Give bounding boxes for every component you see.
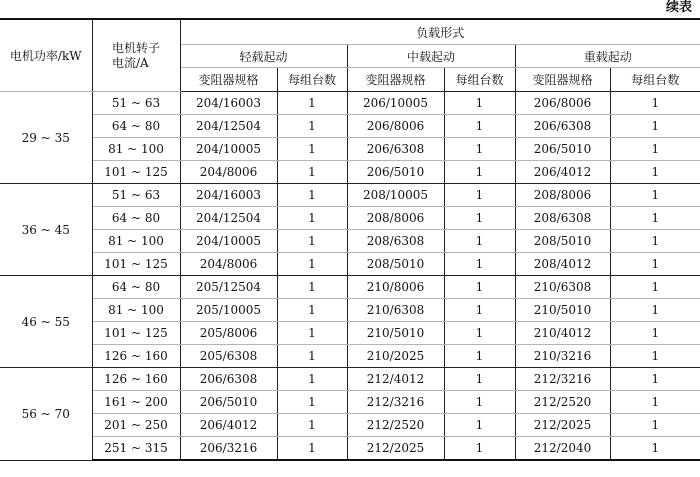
rotor-current-cell: 161 ~ 200 [92, 391, 180, 414]
heavy-spec-cell: 212/3216 [515, 368, 610, 391]
header-rotor-current [92, 19, 180, 92]
table-row [0, 161, 700, 184]
light-spec-cell: 204/16003 [180, 184, 277, 207]
rotor-current-cell: 126 ~ 160 [92, 368, 180, 391]
rotor-current-cell: 64 ~ 80 [92, 115, 180, 138]
rotor-current-cell: 81 ~ 100 [92, 230, 180, 253]
light-count-cell: 1 [277, 161, 347, 184]
medium-count-cell: 1 [444, 138, 515, 161]
light-count-cell: 1 [277, 322, 347, 345]
heavy-count-cell: 1 [610, 437, 700, 461]
light-spec-cell: 206/5010 [180, 391, 277, 414]
light-count-cell: 1 [277, 115, 347, 138]
light-count-cell: 1 [277, 207, 347, 230]
header-rotor-current-line2: 电流/A [111, 55, 149, 70]
light-spec-cell: 205/6308 [180, 345, 277, 368]
heavy-count-cell: 1 [610, 207, 700, 230]
light-spec-cell: 206/4012 [180, 414, 277, 437]
resistor-spec-table [0, 18, 700, 461]
table-row [0, 345, 700, 368]
rotor-current-cell: 126 ~ 160 [92, 345, 180, 368]
table-row [0, 414, 700, 437]
heavy-spec-cell: 212/2025 [515, 414, 610, 437]
medium-spec-cell: 208/6308 [347, 230, 444, 253]
header-heavy-spec: 变阻器规格 [515, 68, 610, 92]
heavy-count-cell: 1 [610, 184, 700, 207]
light-count-cell: 1 [277, 345, 347, 368]
heavy-spec-cell: 210/5010 [515, 299, 610, 322]
light-spec-cell: 204/16003 [180, 92, 277, 115]
heavy-count-cell: 1 [610, 92, 700, 115]
table-row [0, 207, 700, 230]
heavy-count-cell: 1 [610, 138, 700, 161]
rotor-current-cell: 251 ~ 315 [92, 437, 180, 461]
heavy-count-cell: 1 [610, 299, 700, 322]
medium-count-cell: 1 [444, 276, 515, 299]
heavy-count-cell: 1 [610, 414, 700, 437]
heavy-spec-cell: 208/4012 [515, 253, 610, 276]
light-spec-cell: 204/8006 [180, 253, 277, 276]
light-count-cell: 1 [277, 368, 347, 391]
heavy-count-cell: 1 [610, 345, 700, 368]
table-header [0, 19, 700, 92]
heavy-spec-cell: 210/4012 [515, 322, 610, 345]
light-spec-cell: 204/10005 [180, 230, 277, 253]
heavy-spec-cell: 208/8006 [515, 184, 610, 207]
table-row [0, 368, 700, 391]
rotor-current-cell: 101 ~ 125 [92, 322, 180, 345]
rotor-current-cell: 81 ~ 100 [92, 138, 180, 161]
light-spec-cell: 205/10005 [180, 299, 277, 322]
heavy-spec-cell: 206/8006 [515, 92, 610, 115]
medium-count-cell: 1 [444, 230, 515, 253]
light-count-cell: 1 [277, 391, 347, 414]
light-spec-cell: 204/8006 [180, 161, 277, 184]
table-row [0, 299, 700, 322]
header-medium-start: 中载起动 [347, 45, 515, 68]
medium-count-cell: 1 [444, 207, 515, 230]
header-light-spec: 变阻器规格 [180, 68, 277, 92]
medium-spec-cell: 210/8006 [347, 276, 444, 299]
medium-spec-cell: 206/8006 [347, 115, 444, 138]
light-count-cell: 1 [277, 138, 347, 161]
rotor-current-cell: 101 ~ 125 [92, 161, 180, 184]
heavy-count-cell: 1 [610, 115, 700, 138]
medium-spec-cell: 208/10005 [347, 184, 444, 207]
medium-count-cell: 1 [444, 115, 515, 138]
light-count-cell: 1 [277, 437, 347, 461]
light-count-cell: 1 [277, 276, 347, 299]
medium-count-cell: 1 [444, 345, 515, 368]
medium-spec-cell: 212/3216 [347, 391, 444, 414]
medium-count-cell: 1 [444, 368, 515, 391]
table-row [0, 437, 700, 461]
heavy-count-cell: 1 [610, 391, 700, 414]
light-count-cell: 1 [277, 299, 347, 322]
motor-power-cell: 46 ~ 55 [0, 276, 92, 368]
medium-spec-cell: 212/2520 [347, 414, 444, 437]
medium-count-cell: 1 [444, 391, 515, 414]
medium-count-cell: 1 [444, 92, 515, 115]
table-row [0, 184, 700, 207]
motor-power-cell: 36 ~ 45 [0, 184, 92, 276]
header-medium-count: 每组台数 [444, 68, 515, 92]
rotor-current-cell: 64 ~ 80 [92, 207, 180, 230]
heavy-spec-cell: 212/2040 [515, 437, 610, 461]
medium-spec-cell: 210/2025 [347, 345, 444, 368]
rotor-current-cell: 64 ~ 80 [92, 276, 180, 299]
rotor-current-cell: 81 ~ 100 [92, 299, 180, 322]
heavy-spec-cell: 208/6308 [515, 207, 610, 230]
light-spec-cell: 205/12504 [180, 276, 277, 299]
table-row [0, 115, 700, 138]
header-power: 电机功率/kW [0, 19, 92, 92]
light-spec-cell: 204/12504 [180, 115, 277, 138]
light-spec-cell: 206/3216 [180, 437, 277, 461]
rotor-current-cell: 201 ~ 250 [92, 414, 180, 437]
light-count-cell: 1 [277, 253, 347, 276]
medium-spec-cell: 210/6308 [347, 299, 444, 322]
heavy-spec-cell: 210/6308 [515, 276, 610, 299]
table-row [0, 138, 700, 161]
header-light-count: 每组台数 [277, 68, 347, 92]
medium-count-cell: 1 [444, 299, 515, 322]
table-row [0, 322, 700, 345]
header-medium-spec: 变阻器规格 [347, 68, 444, 92]
medium-count-cell: 1 [444, 437, 515, 461]
table-row [0, 92, 700, 115]
heavy-spec-cell: 206/5010 [515, 138, 610, 161]
heavy-spec-cell: 210/3216 [515, 345, 610, 368]
heavy-spec-cell: 206/4012 [515, 161, 610, 184]
rotor-current-cell: 51 ~ 63 [92, 184, 180, 207]
light-spec-cell: 206/6308 [180, 368, 277, 391]
light-count-cell: 1 [277, 92, 347, 115]
medium-spec-cell: 206/5010 [347, 161, 444, 184]
heavy-spec-cell: 206/6308 [515, 115, 610, 138]
medium-spec-cell: 208/8006 [347, 207, 444, 230]
medium-count-cell: 1 [444, 322, 515, 345]
table-body [0, 92, 700, 461]
header-rotor-current-line1: 电机转子 [111, 40, 160, 55]
heavy-count-cell: 1 [610, 161, 700, 184]
medium-spec-cell: 212/4012 [347, 368, 444, 391]
heavy-count-cell: 1 [610, 322, 700, 345]
header-heavy-count: 每组台数 [610, 68, 700, 92]
rotor-current-cell: 101 ~ 125 [92, 253, 180, 276]
table-row [0, 230, 700, 253]
heavy-count-cell: 1 [610, 230, 700, 253]
table-row [0, 391, 700, 414]
medium-spec-cell: 212/2025 [347, 437, 444, 461]
table-row [0, 253, 700, 276]
light-count-cell: 1 [277, 184, 347, 207]
medium-spec-cell: 206/6308 [347, 138, 444, 161]
medium-count-cell: 1 [444, 414, 515, 437]
light-spec-cell: 204/12504 [180, 207, 277, 230]
header-light-start: 轻载起动 [180, 45, 347, 68]
medium-count-cell: 1 [444, 161, 515, 184]
motor-power-cell: 56 ~ 70 [0, 368, 92, 461]
medium-spec-cell: 210/5010 [347, 322, 444, 345]
medium-spec-cell: 208/5010 [347, 253, 444, 276]
heavy-count-cell: 1 [610, 276, 700, 299]
table-row [0, 276, 700, 299]
continued-label: 续表 [665, 0, 692, 15]
light-count-cell: 1 [277, 414, 347, 437]
header-load-type: 负载形式 [180, 19, 700, 45]
motor-power-cell: 29 ~ 35 [0, 92, 92, 184]
heavy-count-cell: 1 [610, 368, 700, 391]
medium-count-cell: 1 [444, 253, 515, 276]
heavy-spec-cell: 208/5010 [515, 230, 610, 253]
heavy-spec-cell: 212/2520 [515, 391, 610, 414]
medium-spec-cell: 206/10005 [347, 92, 444, 115]
light-spec-cell: 204/10005 [180, 138, 277, 161]
light-count-cell: 1 [277, 230, 347, 253]
header-heavy-start: 重载起动 [515, 45, 700, 68]
medium-count-cell: 1 [444, 184, 515, 207]
heavy-count-cell: 1 [610, 253, 700, 276]
rotor-current-cell: 51 ~ 63 [92, 92, 180, 115]
light-spec-cell: 205/8006 [180, 322, 277, 345]
